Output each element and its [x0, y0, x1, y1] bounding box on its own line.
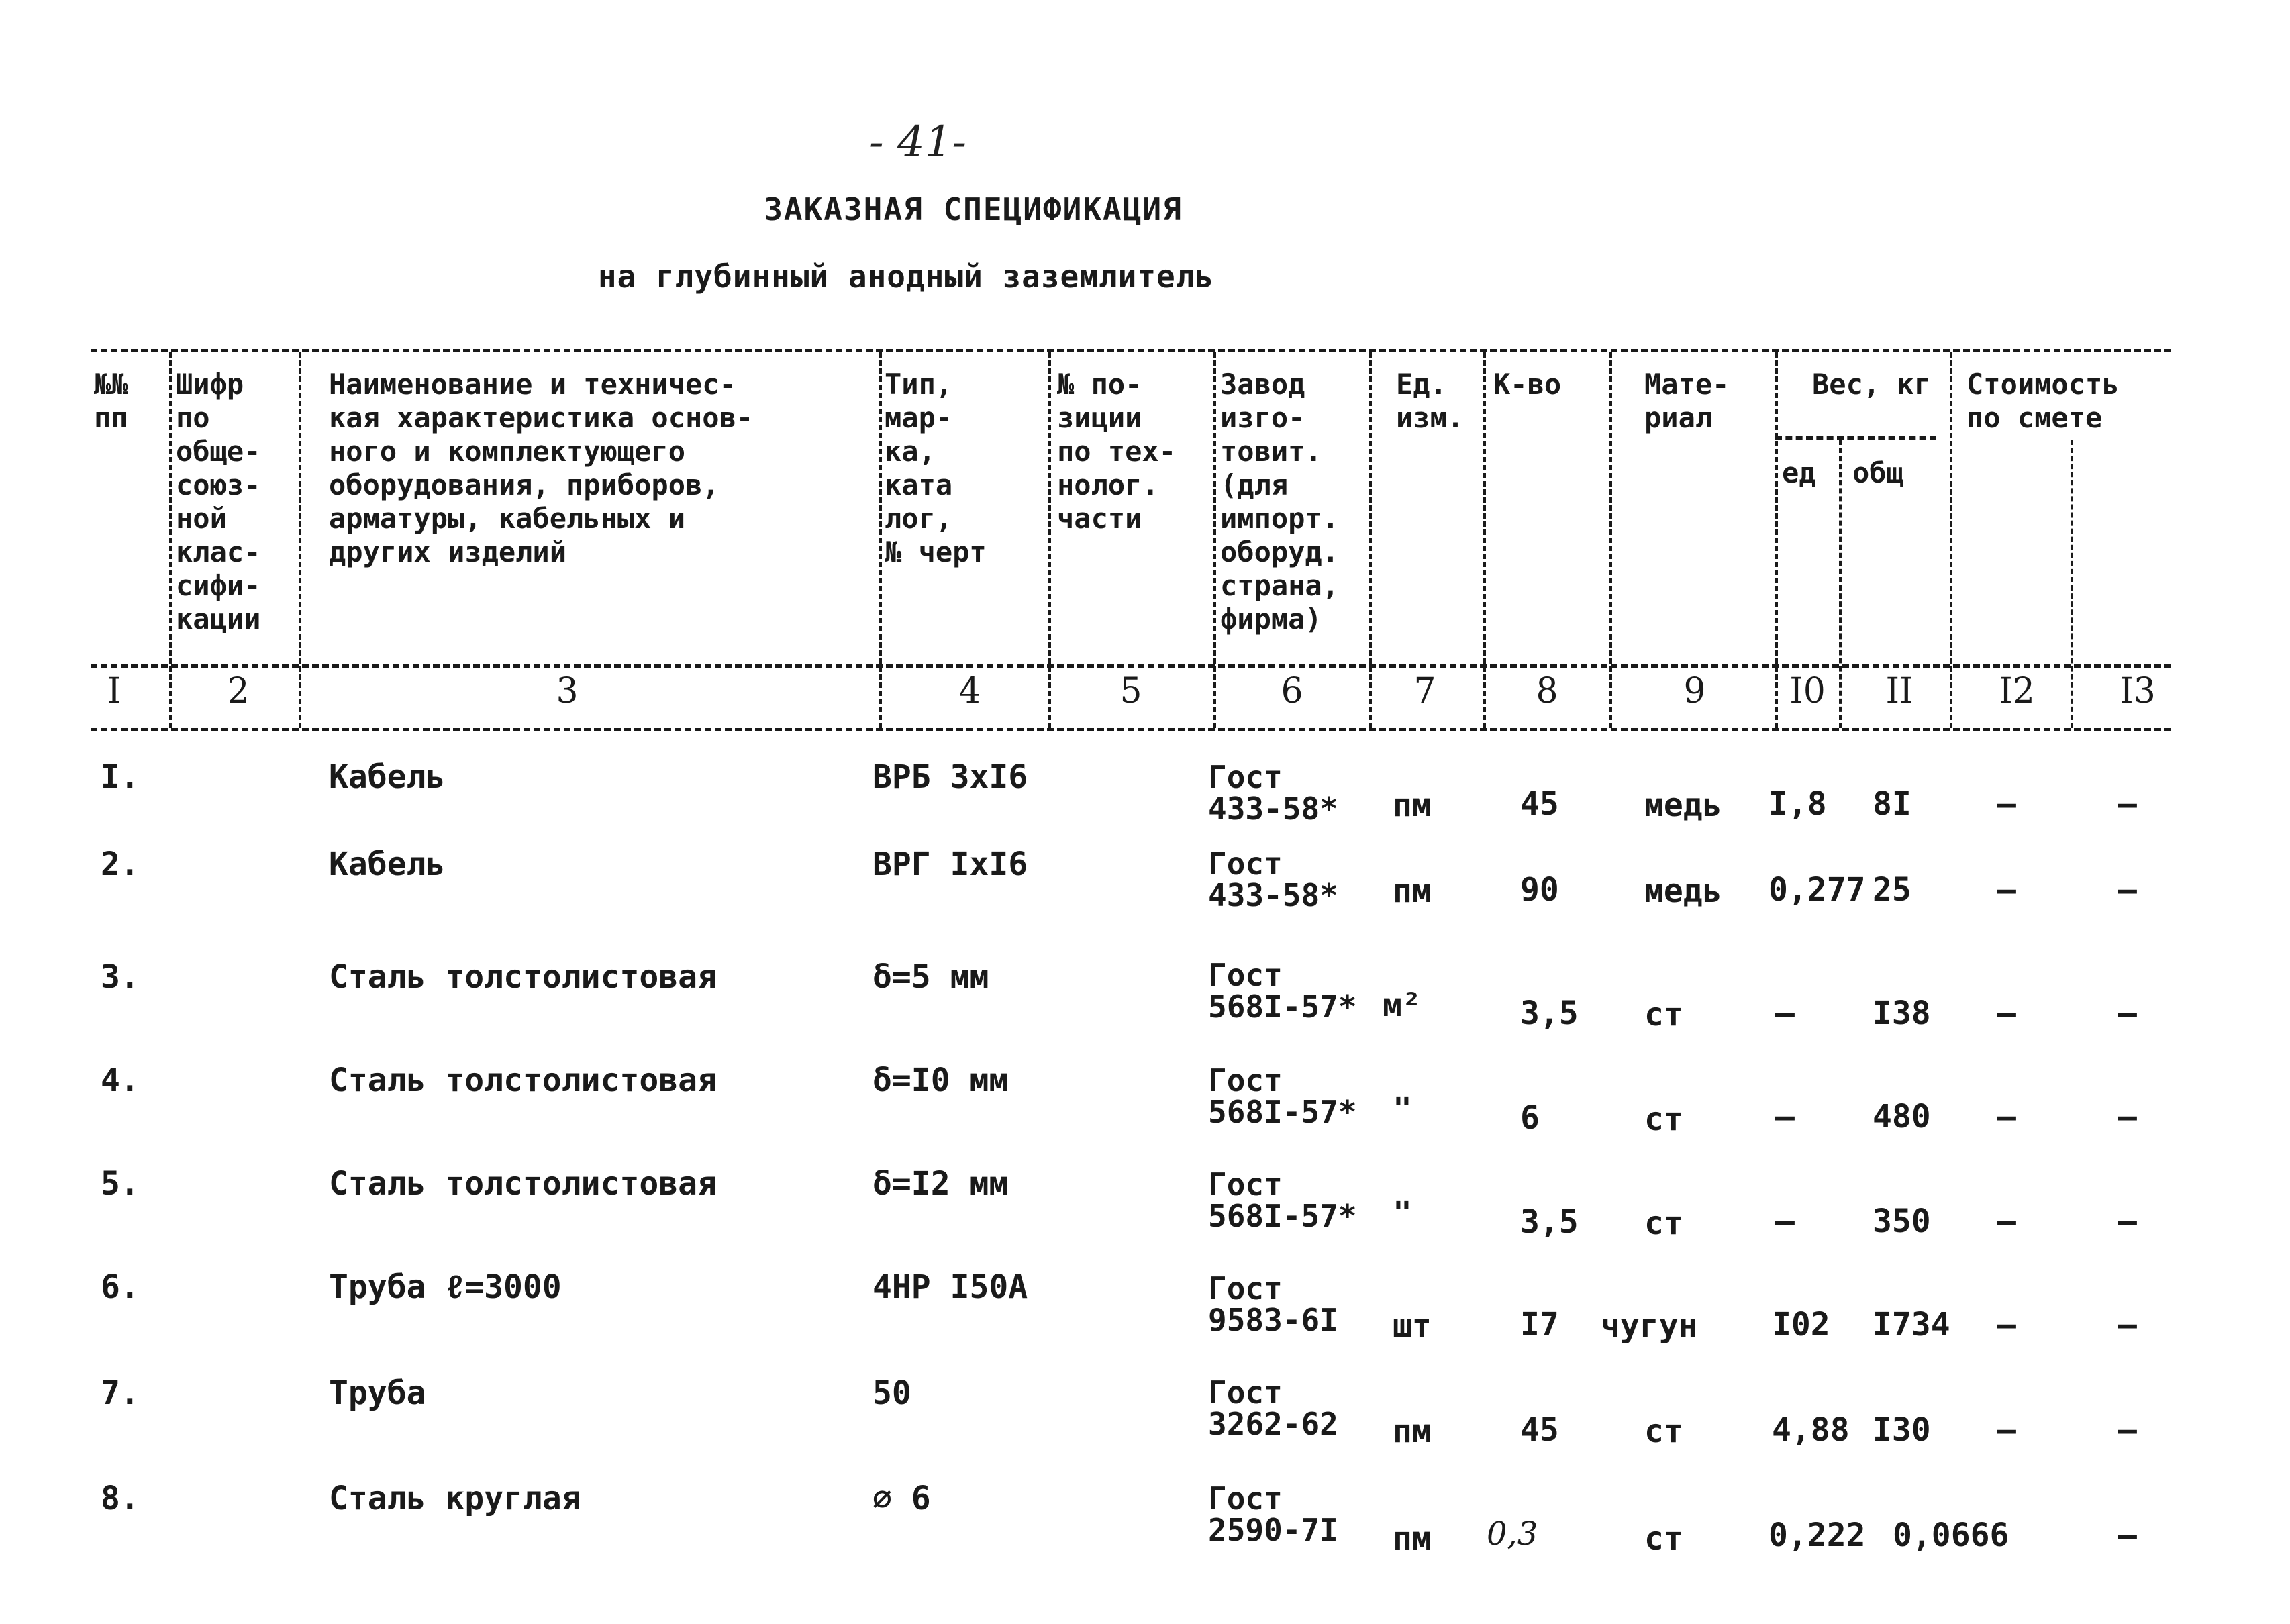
- header-col-7: Ед. изм.: [1396, 368, 1464, 434]
- column-number: 6: [1281, 671, 1303, 711]
- item-standard-number: 568I-57*: [1208, 988, 1357, 1025]
- header-col-10: ед: [1782, 456, 1816, 489]
- item-standard: Гост: [1208, 759, 1283, 795]
- row-number: 7.: [101, 1374, 140, 1412]
- item-standard: Гост: [1208, 1480, 1283, 1517]
- item-unit: пм: [1393, 872, 1432, 910]
- column-number: 3: [556, 671, 579, 711]
- item-unit: пм: [1393, 1520, 1432, 1558]
- item-material: чугун: [1601, 1307, 1698, 1345]
- column-number: 8: [1536, 671, 1558, 711]
- header-weight-group: Вес, кг: [1812, 368, 1932, 401]
- item-type: δ=I0 мм: [873, 1062, 1009, 1099]
- item-standard-number: 3262-62: [1208, 1406, 1338, 1442]
- col-divider: [2071, 440, 2073, 728]
- item-material: ст: [1644, 1520, 1683, 1558]
- item-unit: м²: [1383, 986, 1422, 1024]
- column-number: I0: [1789, 671, 1826, 711]
- cost-13: –: [2118, 1203, 2137, 1240]
- cost-13: –: [2118, 785, 2137, 823]
- item-material: ст: [1644, 1205, 1683, 1242]
- item-standard: Гост: [1208, 846, 1283, 882]
- item-name: Труба: [329, 1374, 426, 1412]
- column-number: I3: [2120, 671, 2156, 711]
- col-divider: [1048, 352, 1051, 728]
- column-number: 9: [1683, 671, 1706, 711]
- item-quantity: 45: [1520, 785, 1559, 823]
- item-quantity: 6: [1520, 1099, 1540, 1137]
- item-unit: ": [1393, 1195, 1412, 1232]
- weight-unit: 0,222: [1769, 1517, 1866, 1554]
- item-material: ст: [1644, 1101, 1683, 1138]
- item-standard-number: 568I-57*: [1208, 1094, 1357, 1130]
- header-cost-group: Стоимость по смете: [1967, 368, 2120, 434]
- col-divider: [879, 352, 882, 728]
- item-material: ст: [1644, 996, 1683, 1033]
- header-col-8: К-во: [1493, 368, 1562, 401]
- col-divider: [1839, 440, 1842, 728]
- item-name: Кабель: [329, 758, 446, 796]
- weight-unit: I,8: [1769, 785, 1827, 823]
- item-type: ∅ 6: [873, 1480, 931, 1517]
- col-divider: [169, 352, 172, 728]
- cost-12: –: [1997, 1098, 2016, 1135]
- column-number: I2: [1999, 671, 2035, 711]
- item-unit: ": [1393, 1090, 1412, 1128]
- column-number: I: [107, 671, 121, 711]
- cost-13: –: [2118, 995, 2137, 1032]
- page-number: - 41-: [869, 117, 967, 167]
- cost-13: –: [2118, 871, 2137, 909]
- item-standard: Гост: [1208, 1166, 1283, 1203]
- col-divider: [299, 352, 301, 728]
- header-bottom-rule: [91, 664, 2171, 668]
- item-type: 4НР I50А: [873, 1268, 1028, 1306]
- item-quantity: I7: [1520, 1306, 1559, 1343]
- cost-13: –: [2118, 1411, 2137, 1449]
- column-number: 7: [1413, 671, 1436, 711]
- weight-unit: –: [1775, 1203, 1795, 1240]
- row-number: 5.: [101, 1165, 140, 1203]
- item-unit: шт: [1393, 1307, 1432, 1345]
- col-divider: [1950, 352, 1952, 728]
- item-type: ВРГ IхI6: [873, 846, 1028, 883]
- weight-unit: –: [1775, 1098, 1795, 1135]
- column-number: 5: [1119, 671, 1142, 711]
- item-unit: пм: [1393, 786, 1432, 824]
- item-quantity: 90: [1520, 871, 1559, 909]
- item-name: Труба ℓ=3000: [329, 1268, 562, 1306]
- header-col-2: Шифр по обще- союз- ной клас- сифи- кации: [176, 368, 261, 636]
- weight-total: 350: [1873, 1203, 1931, 1240]
- col-divider: [1213, 352, 1216, 728]
- column-number: 2: [227, 671, 250, 711]
- item-name: Сталь толстолистовая: [329, 1165, 717, 1203]
- header-col-11: общ: [1852, 456, 1903, 489]
- weight-total: I30: [1873, 1411, 1931, 1449]
- weight-total: I734: [1873, 1306, 1950, 1343]
- item-standard-number: 9583-6I: [1208, 1302, 1338, 1338]
- cost-12: –: [1997, 1411, 2016, 1449]
- header-col-5: № по- зиции по тех- нолог. части: [1057, 368, 1177, 535]
- col-divider: [1483, 352, 1486, 728]
- item-standard-number: 568I-57*: [1208, 1198, 1357, 1234]
- cost-13: –: [2118, 1517, 2137, 1554]
- item-standard: Гост: [1208, 957, 1283, 993]
- weight-unit: –: [1775, 995, 1795, 1032]
- colnum-bottom-rule: [91, 728, 2171, 731]
- weight-unit: 0,277: [1769, 871, 1866, 909]
- item-name: Сталь толстолистовая: [329, 1062, 717, 1099]
- item-name: Сталь толстолистовая: [329, 958, 717, 996]
- row-number: 3.: [101, 958, 140, 996]
- cost-13: –: [2118, 1306, 2137, 1343]
- item-name: Сталь круглая: [329, 1480, 581, 1517]
- item-quantity: 45: [1520, 1411, 1559, 1449]
- weight-unit: 4,88: [1772, 1411, 1850, 1449]
- item-standard: Гост: [1208, 1270, 1283, 1307]
- cost-12: –: [1997, 1203, 2016, 1240]
- row-number: 2.: [101, 846, 140, 883]
- item-type: 50: [873, 1374, 911, 1412]
- weight-unit: I02: [1772, 1306, 1830, 1343]
- cost-12: –: [1997, 995, 2016, 1032]
- item-type: δ=5 мм: [873, 958, 989, 996]
- header-col-9: Мате- риал: [1644, 368, 1730, 434]
- weight-total: 0,0666: [1893, 1517, 2009, 1554]
- item-type: ВРБ 3хI6: [873, 758, 1028, 796]
- document-subtitle: на глубинный анодный заземлитель: [597, 258, 1215, 295]
- item-standard-number: 433-58*: [1208, 877, 1338, 913]
- header-col-1: №№ пп: [94, 368, 128, 434]
- header-col-6: Завод изго- товит. (для импорт. оборуд. страна, фирма): [1220, 368, 1340, 636]
- column-number: 4: [958, 671, 981, 711]
- column-number: II: [1885, 671, 1913, 711]
- item-standard-number: 433-58*: [1208, 791, 1338, 827]
- row-number: 6.: [101, 1268, 140, 1306]
- weight-total: I38: [1873, 995, 1931, 1032]
- item-material: ст: [1644, 1413, 1683, 1450]
- item-standard-number: 2590-7I: [1208, 1512, 1338, 1548]
- weight-total: 8I: [1873, 785, 1911, 823]
- item-quantity: 0,3: [1487, 1515, 1538, 1553]
- row-number: 4.: [101, 1062, 140, 1099]
- header-col-4: Тип, мар- ка, ката лог, № черт: [885, 368, 987, 568]
- cost-12: –: [1997, 1306, 2016, 1343]
- item-unit: пм: [1393, 1413, 1432, 1450]
- weight-total: 25: [1873, 871, 1911, 909]
- header-col-3: Наименование и техничес- кая характеристика основ- ного и комплектующего оборудования, приборов, арматуры, кабельных и других изделий: [329, 368, 754, 568]
- col-divider: [1609, 352, 1612, 728]
- item-name: Кабель: [329, 846, 446, 883]
- item-standard: Гост: [1208, 1374, 1283, 1411]
- cost-12: –: [1997, 871, 2016, 909]
- item-quantity: 3,5: [1520, 995, 1579, 1032]
- item-material: медь: [1644, 872, 1722, 910]
- table-top-rule: [91, 349, 2171, 352]
- item-quantity: 3,5: [1520, 1203, 1579, 1241]
- row-number: 8.: [101, 1480, 140, 1517]
- weight-total: 480: [1873, 1098, 1931, 1135]
- item-type: δ=I2 мм: [873, 1165, 1009, 1203]
- item-standard: Гост: [1208, 1062, 1283, 1099]
- col-divider: [1369, 352, 1372, 728]
- row-number: I.: [101, 758, 140, 796]
- item-material: медь: [1644, 786, 1722, 824]
- cost-12: –: [1997, 785, 2016, 823]
- document-title: ЗАКАЗНАЯ СПЕЦИФИКАЦИЯ: [764, 191, 1183, 227]
- cost-13: –: [2118, 1098, 2137, 1135]
- weight-split-rule: [1775, 436, 1936, 440]
